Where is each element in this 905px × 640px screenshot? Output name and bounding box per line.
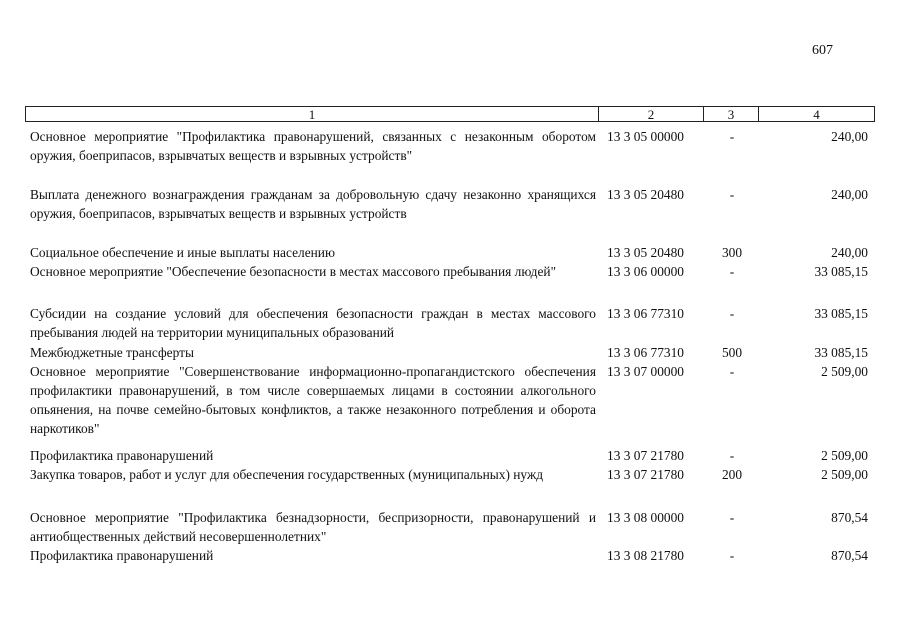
row-name: Основное мероприятие "Профилактика безнадзорности, беспризорности, правонарушений и антиобщественных действий несовершеннолетних" [30, 510, 596, 544]
row-type: - [729, 264, 735, 279]
row-type: 200 [721, 467, 743, 482]
row-type: 500 [721, 345, 743, 360]
row-name: Профилактика правонарушений [30, 548, 214, 563]
row-type: - [729, 510, 735, 525]
header-col-3: 3 [704, 106, 759, 122]
row-amount: 2 509,00 [821, 467, 868, 482]
row-name: Основное мероприятие "Обеспечение безопасности в местах массового пребывания людей" [30, 264, 557, 279]
row-amount: 2 509,00 [821, 364, 868, 379]
row-amount: 2 509,00 [821, 448, 868, 463]
row-name: Основное мероприятие "Совершенствование информационно-пропагандистского обеспечения профилактики правонарушений, в том числе совершаемых лицами в состоянии алкогольного опьянения, на почве семейно-бытовых конфликтов, а также незаконного потребления и оборота наркотиков" [30, 364, 596, 436]
row-code: 13 3 08 21780 [607, 548, 684, 563]
row-amount: 240,00 [831, 129, 868, 144]
row-name: Профилактика правонарушений [30, 448, 214, 463]
row-name: Основное мероприятие "Профилактика правонарушений, связанных с незаконным оборотом оружия, боеприпасов, взрывчатых веществ и взрывных устройств" [30, 129, 596, 163]
row-amount: 33 085,15 [814, 306, 868, 321]
row-amount: 240,00 [831, 245, 868, 260]
row-name: Закупка товаров, работ и услуг для обеспечения государственных (муниципальных) нужд [30, 467, 544, 482]
row-code: 13 3 05 00000 [607, 129, 684, 144]
row-amount: 870,54 [831, 510, 868, 525]
row-name: Социальное обеспечение и иные выплаты населению [30, 245, 335, 260]
row-code: 13 3 07 21780 [607, 467, 684, 482]
row-type: - [729, 306, 735, 321]
row-type: 300 [721, 245, 743, 260]
row-code: 13 3 06 00000 [607, 264, 684, 279]
row-type: - [729, 364, 735, 379]
header-col-2: 2 [599, 106, 704, 122]
row-type: - [729, 187, 735, 202]
header-col-1: 1 [25, 106, 599, 122]
row-code: 13 3 06 77310 [607, 306, 684, 321]
row-code: 13 3 05 20480 [607, 187, 684, 202]
row-code: 13 3 07 21780 [607, 448, 684, 463]
row-code: 13 3 05 20480 [607, 245, 684, 260]
page-number: 607 [812, 43, 833, 58]
row-name: Субсидии на создание условий для обеспечения безопасности граждан в местах массового пребывания людей на территории муниципальных образований [30, 306, 596, 340]
row-type: - [729, 129, 735, 144]
row-code: 13 3 06 77310 [607, 345, 684, 360]
row-amount: 240,00 [831, 187, 868, 202]
row-type: - [729, 448, 735, 463]
row-name: Межбюджетные трансферты [30, 345, 194, 360]
row-code: 13 3 08 00000 [607, 510, 684, 525]
row-amount: 870,54 [831, 548, 868, 563]
header-col-4: 4 [759, 106, 875, 122]
row-name: Выплата денежного вознаграждения гражданам за добровольную сдачу незаконно хранящихся оружия, боеприпасов, взрывчатых веществ и взрывных устройств [30, 187, 596, 221]
row-amount: 33 085,15 [814, 264, 868, 279]
row-type: - [729, 548, 735, 563]
row-code: 13 3 07 00000 [607, 364, 684, 379]
row-amount: 33 085,15 [814, 345, 868, 360]
